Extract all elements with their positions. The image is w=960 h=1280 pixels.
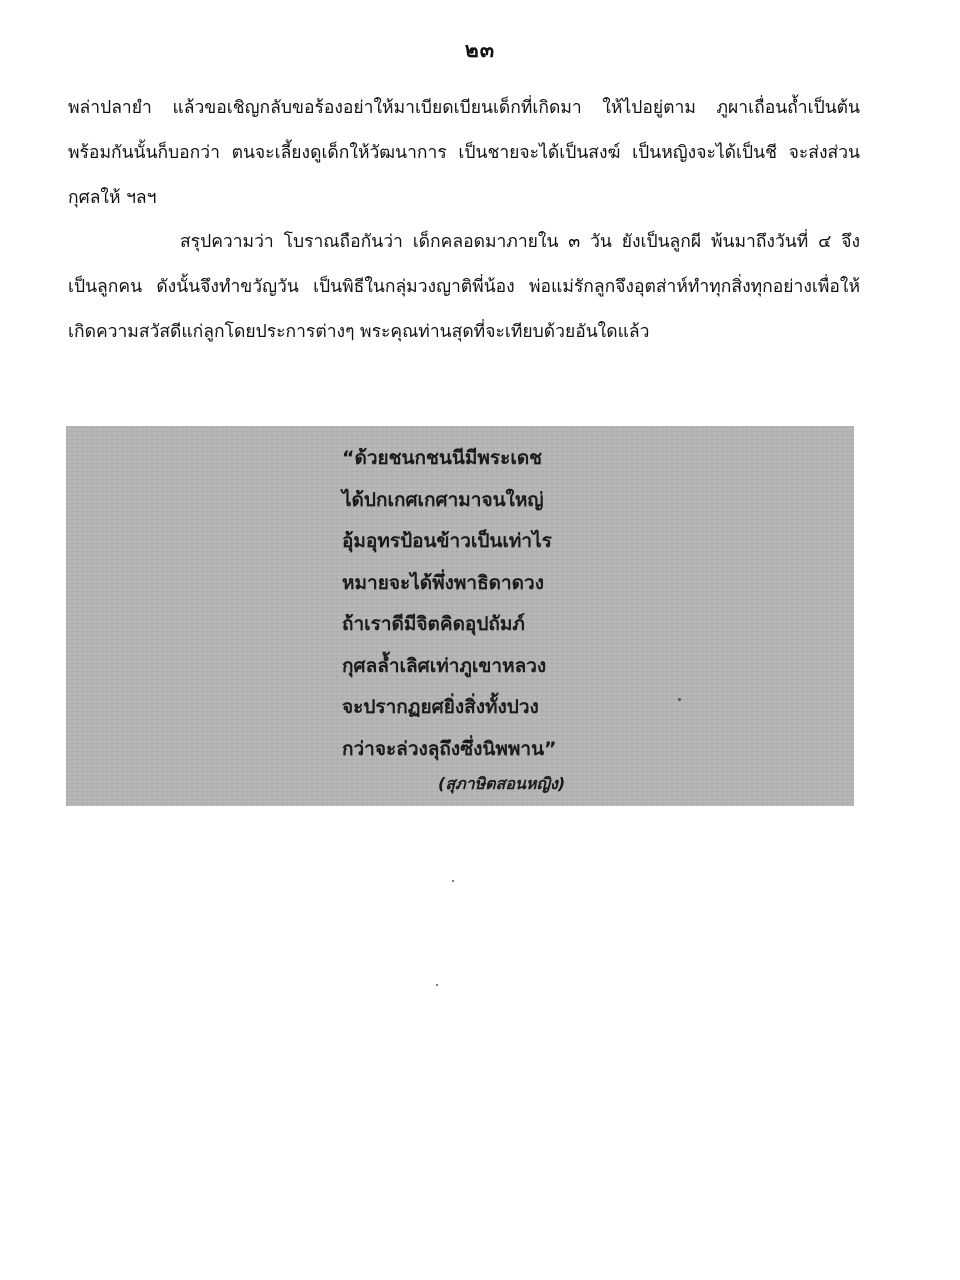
poem-citation: (สุภาษิตสอนหญิง) (438, 774, 566, 793)
poem-line: “ด้วยชนกชนนีมีพระเดช (342, 447, 543, 469)
page-number: ๒๓ (464, 38, 496, 62)
scan-speck (452, 880, 454, 882)
poem-quote-box (66, 426, 854, 806)
scan-speck (436, 984, 438, 986)
paragraph-line: เป็นลูกคน ดังนั้นจึงทำขวัญวัน เป็นพิธีในกลุ่มวงญาติพี่น้อง พ่อแม่รักลูกจึงอุตส่าห์ทำทุกสิ่งทุกอย่างเพื่อให้ (68, 277, 860, 297)
poem-line: กว่าจะล่วงลุถึงซึ่งนิพพาน” (342, 737, 557, 760)
paragraph-summary (68, 220, 860, 355)
scan-speck (678, 698, 681, 701)
paragraph-line: กุศลให้ ฯลฯ (68, 188, 157, 208)
poem-line: จะปรากฏยศยิ่งสิ่งทั้งปวง (342, 696, 539, 718)
paragraph-line: สรุปความว่า โบราณถือกันว่า เด็กคลอดมาภายใน ๓ วัน ยังเป็นลูกผี พ้นมาถึงวันที่ ๔ จึง (180, 232, 860, 252)
poem-line: กุศลล้ำเลิศเท่าภูเขาหลวง (342, 654, 547, 677)
paragraph-line: เกิดความสวัสดีแก่ลูกโดยประการต่างๆ พระคุณท่านสุดที่จะเทียบด้วยอันใดแล้ว (68, 322, 650, 342)
paragraph-intro (68, 86, 860, 221)
paragraph-line: พร้อมกันนั้นก็บอกว่า ตนจะเลี้ยงดูเด็กให้วัฒนาการ เป็นชายจะได้เป็นสงฆ์ เป็นหญิงจะได้เป็นชี จะส่งส่วน (68, 143, 860, 163)
paragraph-line: พล่าปลายำ แล้วขอเชิญกลับขอร้องอย่าให้มาเบียดเบียนเด็กที่เกิดมา ให้ไปอยู่ตาม ภูผาเถื่อนถ้ำเป็นต้น (68, 98, 860, 118)
poem-line: หมายจะได้พึ่งพาธิดาดวง (342, 571, 544, 594)
poem-line: อุ้มอุทรป้อนข้าวเป็นเท่าไร (342, 530, 552, 552)
poem-verse (342, 438, 557, 770)
poem-line: ถ้าเราดีมีจิตคิดอุปถัมภ์ (342, 613, 525, 635)
poem-line: ได้ปกเกศเกศามาจนใหญ่ (342, 488, 544, 511)
